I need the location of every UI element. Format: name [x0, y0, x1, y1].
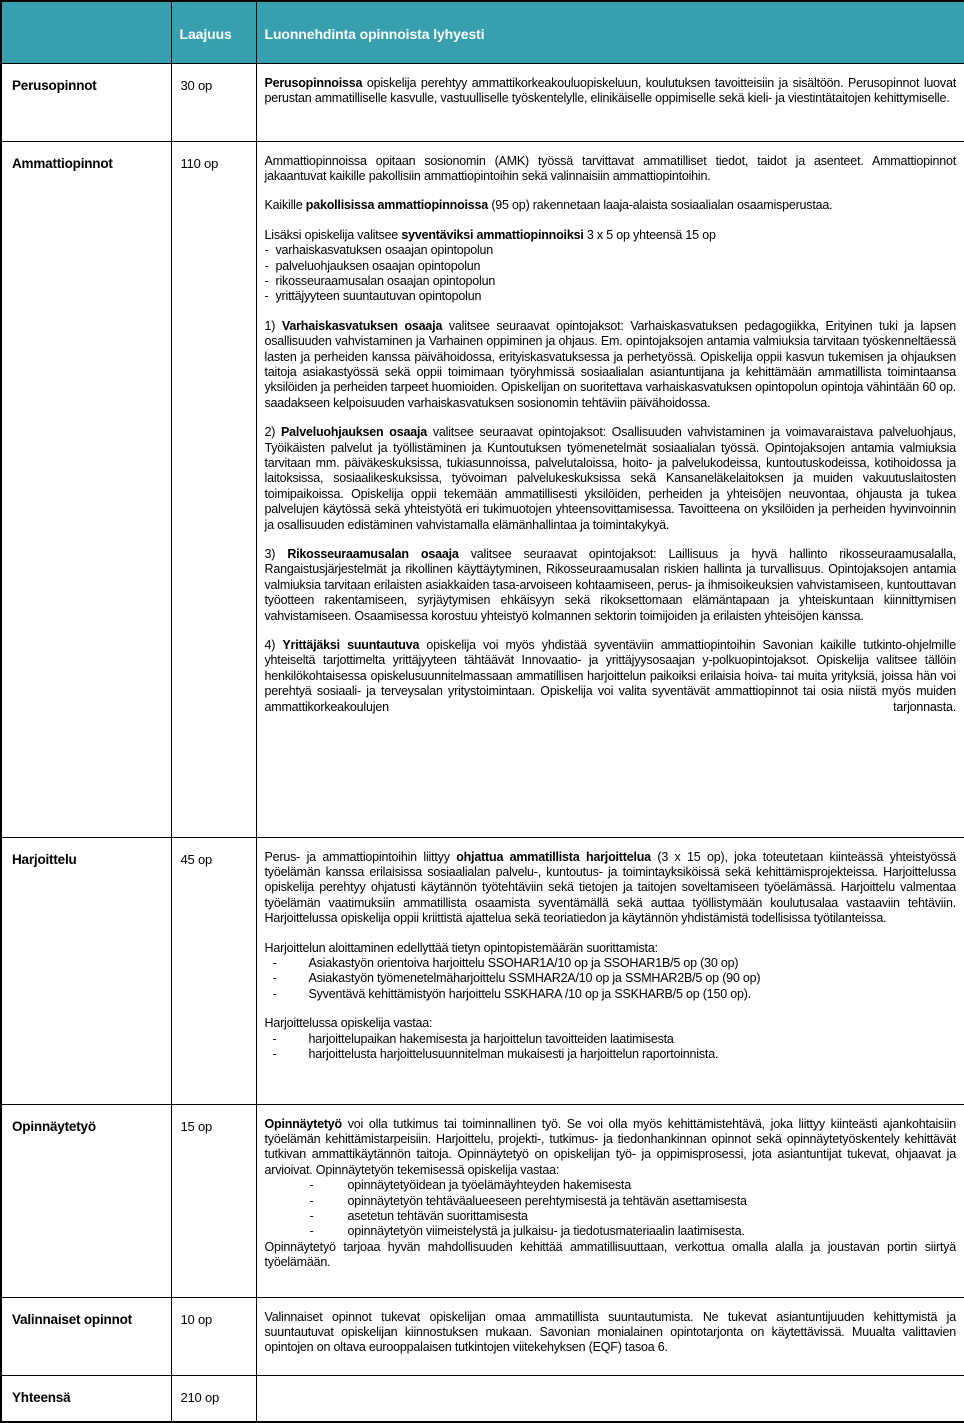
list-item: - opinnäytetyön viimeistelystä ja julkaisu- ja tiedotusmateriaalin laatimisesta.: [309, 1224, 745, 1239]
paragraph: Lisäksi opiskelija valitsee syventäviksi ammattiopinnoiksi 3 x 5 op yhteensä 15 op: [264, 227, 716, 242]
header-blank-cell: [1, 1, 171, 63]
row-label: Yhteensä: [1, 1375, 171, 1422]
list-item: - harjoittelupaikan hakemisesta ja harjoittelun tavoitteiden laatimisesta: [272, 1031, 674, 1046]
list-item: - Asiakastyön työmenetelmäharjoittelu SSMHAR2A/10 op ja SSMHAR2B/5 op (90 op): [272, 971, 761, 986]
paragraph: Perus- ja ammattiopintoihin liittyy ohjattua ammatillista harjoittelua (3 x 15 op), joka toteutetaan kiinteässä yhteistyössä työelämän kanssa erilaisissa sosiaalialan palvelu-, kuntoutus- ja toimintayksiköissä sekä kehittämisprojekteissa. Harjoittelussa opiskelija perehtyy ohjatusti käytännön työtehtäviin sekä tietojen ja taitojen soveltamiseen työelämässä. Harjoittelu valmentaa työelämän vaatimuksiin ammatillista osaamista syventämällä sekä auttaa työllistymään koulutusalaa vastaaviin tehtäviin. Harjoittelussa opiskelija oppii kriittistä ajattelua sekä teoriatiedon ja käytännön yhdistämistä todellisissa työtilanteissa.: [264, 849, 956, 926]
paragraph: Harjoittelussa opiskelija vastaa:: [264, 1016, 433, 1031]
list-item: - Asiakastyön orientoiva harjoittelu SSOHAR1A/10 op ja SSOHAR1B/5 op (30 op): [272, 955, 739, 970]
row-label: Opinnäytetyö: [1, 1104, 171, 1297]
list-item: - Syventävä kehittämistyön harjoittelu SSKHARA /10 op ja SSKHARB/5 op (150 op).: [272, 986, 751, 1001]
row-extent: 210 op: [171, 1375, 256, 1422]
list-item: - palveluohjauksen osaajan opintopolun: [264, 258, 481, 273]
row-description: [256, 1297, 964, 1375]
row-description: [256, 1375, 964, 1422]
paragraph: 4) Yrittäjäksi suuntautuva opiskelija voi myös yhdistää syventäviin ammattiopintoihin Savonian kaikille tutkinto-ohjelmille yhteiseltä tarjottimelta yrittäjyyteen tähtäävät Innovaatio- ja yrittäjyysosaajan y-polkuopintojaksot. Opiskelija valitsee tällöin henkilökohtaisessa opiskelusuunnitelmassaan ammatillisen harjoittelun paikoiksi erilaisia hoiva- tai muita yrityksiä, joissa hän voi perehtyä sosiaali- ja terveysalan yritystoimintaan. Opiskelija voi valita syventävät ammattiopinnot tai osia niistä myös muiden ammattikorkeakoulujen tarjonnasta.: [264, 638, 956, 714]
table-row: [1, 63, 964, 141]
paragraph: Opinnäytetyö tarjoaa hyvän mahdollisuuden kehittää ammatillisuuttaan, verkottua omalla alalla ja joustavan portin siirtyä työelämään.: [264, 1239, 956, 1270]
dash-list: [265, 956, 957, 1002]
paragraph: Opinnäytetyö voi olla tutkimus tai toiminnallinen työ. Se voi olla myös kehittämistehtävä, joka liittyy kiinteästi ajankohtaisiin työelämän kehittämistarpeisiin. Harjoittelu, projekti-, tutkimus- ja tiedonhankinnan opinnot sekä opinnäytetyöskentely kehittävät tutkivan ammattikäytännön taitoja. Opinnäytetyö on opiskelijan työ- ja oppimisprosessi, jota asiantuntijat tukevat, ohjaavat ja arvioivat. Opinnäytetyön tekemisessä opiskelija vastaa:: [264, 1116, 956, 1177]
list-item: - varhaiskasvatuksen osaajan opintopolun: [264, 243, 494, 258]
row-label: Perusopinnot: [1, 63, 171, 141]
list-item: - yrittäjyyteen suuntautuvan opintopolun: [264, 289, 482, 304]
list-item: - opinnäytetyön tehtäväalueeseen perehtymisestä ja tehtävän asettamisesta: [309, 1193, 747, 1208]
row-description: [256, 141, 964, 837]
table-row: [1, 141, 964, 837]
table-row: [1, 837, 964, 1104]
row-description: [256, 837, 964, 1104]
row-label: Harjoittelu: [1, 837, 171, 1104]
paragraph: 2) Palveluohjauksen osaaja valitsee seuraavat opintojaksot: Osallisuuden vahvistaminen ja voimavaraistava palveluohjaus, Työikäisten palvelut ja työllistäminen ja Kuntoutuksen työmenetelmät sosiaalialan työssä. Opintojaksojen antamia valmiuksia tarvitaan mm. päiväkeskuksissa, tukiasunnoissa, palvelutaloissa, hoito- ja palvelukodeissa, kuntoutuskodeissa, kotihoidossa ja laitoksissa, sosiaalikeskuksissa, työvoiman palvelukeskuksissa sekä Kansaneläkelaitoksen ja muiden vakuutuslaitosten toimipaikoissa. Opiskelija oppii tekemään ammatillisesti yksilöiden, perheiden ja yhteisöjen neuvontaa, ohjausta ja tukea palvelujen käytössä sekä yhteistyötä eri tukimuotojen yhteensovittamisessa. Tavoitteena on yksilöiden ja perheiden hyvinvoinnin ja osallisuuden edistäminen vahvistamalla elämänhallintaa ja toimintakykyä.: [264, 425, 956, 532]
table-row: [1, 1104, 964, 1297]
row-description: [256, 1104, 964, 1297]
paragraph: 1) Varhaiskasvatuksen osaaja valitsee seuraavat opintojaksot: Varhaiskasvatuksen pedagogiikka, Erityinen tuki ja lapsen osallisuuden vahvistaminen ja Varhainen oppiminen ja ohjaus. Em. opintojaksojen antamia valmiuksia tarvitaan työskenneltäessä lasten ja perheiden kanssa päivähoidossa, erityiskasvatuksessa ja perhetyössä. Opiskelija oppii kasvun tukemisen ja ohjauksen taitoja asiakastyössä sekä oppii toimimaan työryhmissä sosiaalialan asiantuntijana ja kehittämään ammatillista toimintaansa yksilöiden ja perheiden tarpeet huomioiden. Opiskelijan on suoritettava varhaiskasvatuksen opintopolun opintoja vähintään 60 op. saadakseen kelpoisuuden varhaiskasvatuksen sosionomin tehtäviin päivähoidossa.: [264, 318, 956, 410]
list-item: - asetetun tehtävän suorittamisesta: [309, 1208, 528, 1223]
table-row: [1, 1375, 964, 1422]
header-extent-cell: Laajuus: [171, 1, 256, 63]
paragraph: Perusopinnoissa opiskelija perehtyy ammattikorkeakouluopiskeluun, koulutuksen tavoitteisiin ja sisältöön. Perusopinnot luovat perustan ammatilliselle kasvulle, vastuulliselle työskentelylle, elinikäiselle oppimiselle sekä kieli- ja viestintätaitojen kehittymiselle.: [264, 75, 956, 105]
list-item: - rikosseuraamusalan osaajan opintopolun: [264, 273, 496, 288]
list-item: - harjoittelusta harjoittelusuunnitelman mukaisesti ja harjoittelun raportoinnista.: [272, 1046, 719, 1061]
row-label: Ammattiopinnot: [1, 141, 171, 837]
paragraph: Valinnaiset opinnot tukevat opiskelijan omaa ammatillista suuntautumista. Ne tukevat asiantuntijuuden kehittymistä ja suuntautuvat opiskelijan kiinnostuksen mukaan. Savonian monialainen opintotarjonta on käytettävissä. Muualta valittavien opintojen on oltava eurooppalaisen tutkintojen viitekehyksen (EQF) tasoa 6.: [264, 1309, 956, 1355]
header-description-cell: Luonnehdinta opinnoista lyhyesti: [256, 1, 964, 63]
row-extent: 15 op: [171, 1104, 256, 1297]
row-extent: 110 op: [171, 141, 256, 837]
row-extent: 30 op: [171, 63, 256, 141]
list-item: - opinnäytetyöidean ja työelämäyhteyden hakemisesta: [309, 1178, 631, 1193]
paragraph: 3) Rikosseuraamusalan osaaja valitsee seuraavat opintojaksot: Laillisuus ja hyvä hallinto rikosseuraamusalalla, Rangaistusjärjestelmät ja rikollinen käyttäytyminen, Rikosseuraamusalan riskien hallinta ja turvallisuus. Opintojaksojen antamia valmiuksia tarvitaan erilaisten asiakkaiden tasa-arvoiseen kohtaamiseen, perus- ja ihmisoikeuksien vahvistamiseen, kuntouttavan työotteen rakentamiseen, syrjäytymisen ehkäisyyn sekä rikoksettomaan elämäntapaan ja yhteiskuntaan kiinnittymisen vahvistamiseen. Osaamisessa korostuu yhteistyö kolmannen sektorin toimijoiden ja erilaisten yhteisöjen kanssa.: [264, 547, 956, 623]
row-label: Valinnaiset opinnot: [1, 1297, 171, 1375]
dash-list: [265, 1178, 957, 1240]
header-row: [1, 1, 964, 63]
table-body: [1, 63, 964, 1422]
dash-list: [265, 243, 957, 305]
row-description: [256, 63, 964, 141]
paragraph: Kaikille pakollisissa ammattiopinnoissa (95 op) rakennetaan laaja-alaista sosiaalialan osaamisperustaa.: [264, 198, 833, 213]
paragraph: Harjoittelun aloittaminen edellyttää tietyn opintopistemäärän suorittamista:: [264, 940, 658, 955]
row-extent: 10 op: [171, 1297, 256, 1375]
row-extent: 45 op: [171, 837, 256, 1104]
paragraph: Ammattiopinnoissa opitaan sosionomin (AMK) työssä tarvittavat ammatilliset tiedot, taidot ja asenteet. Ammattiopinnot jakaantuvat kaikille pakollisiin ammattiopintoihin sekä valinnaisiin ammattiopintoihin.: [264, 153, 956, 183]
table-row: [1, 1297, 964, 1375]
dash-list: [265, 1032, 957, 1063]
